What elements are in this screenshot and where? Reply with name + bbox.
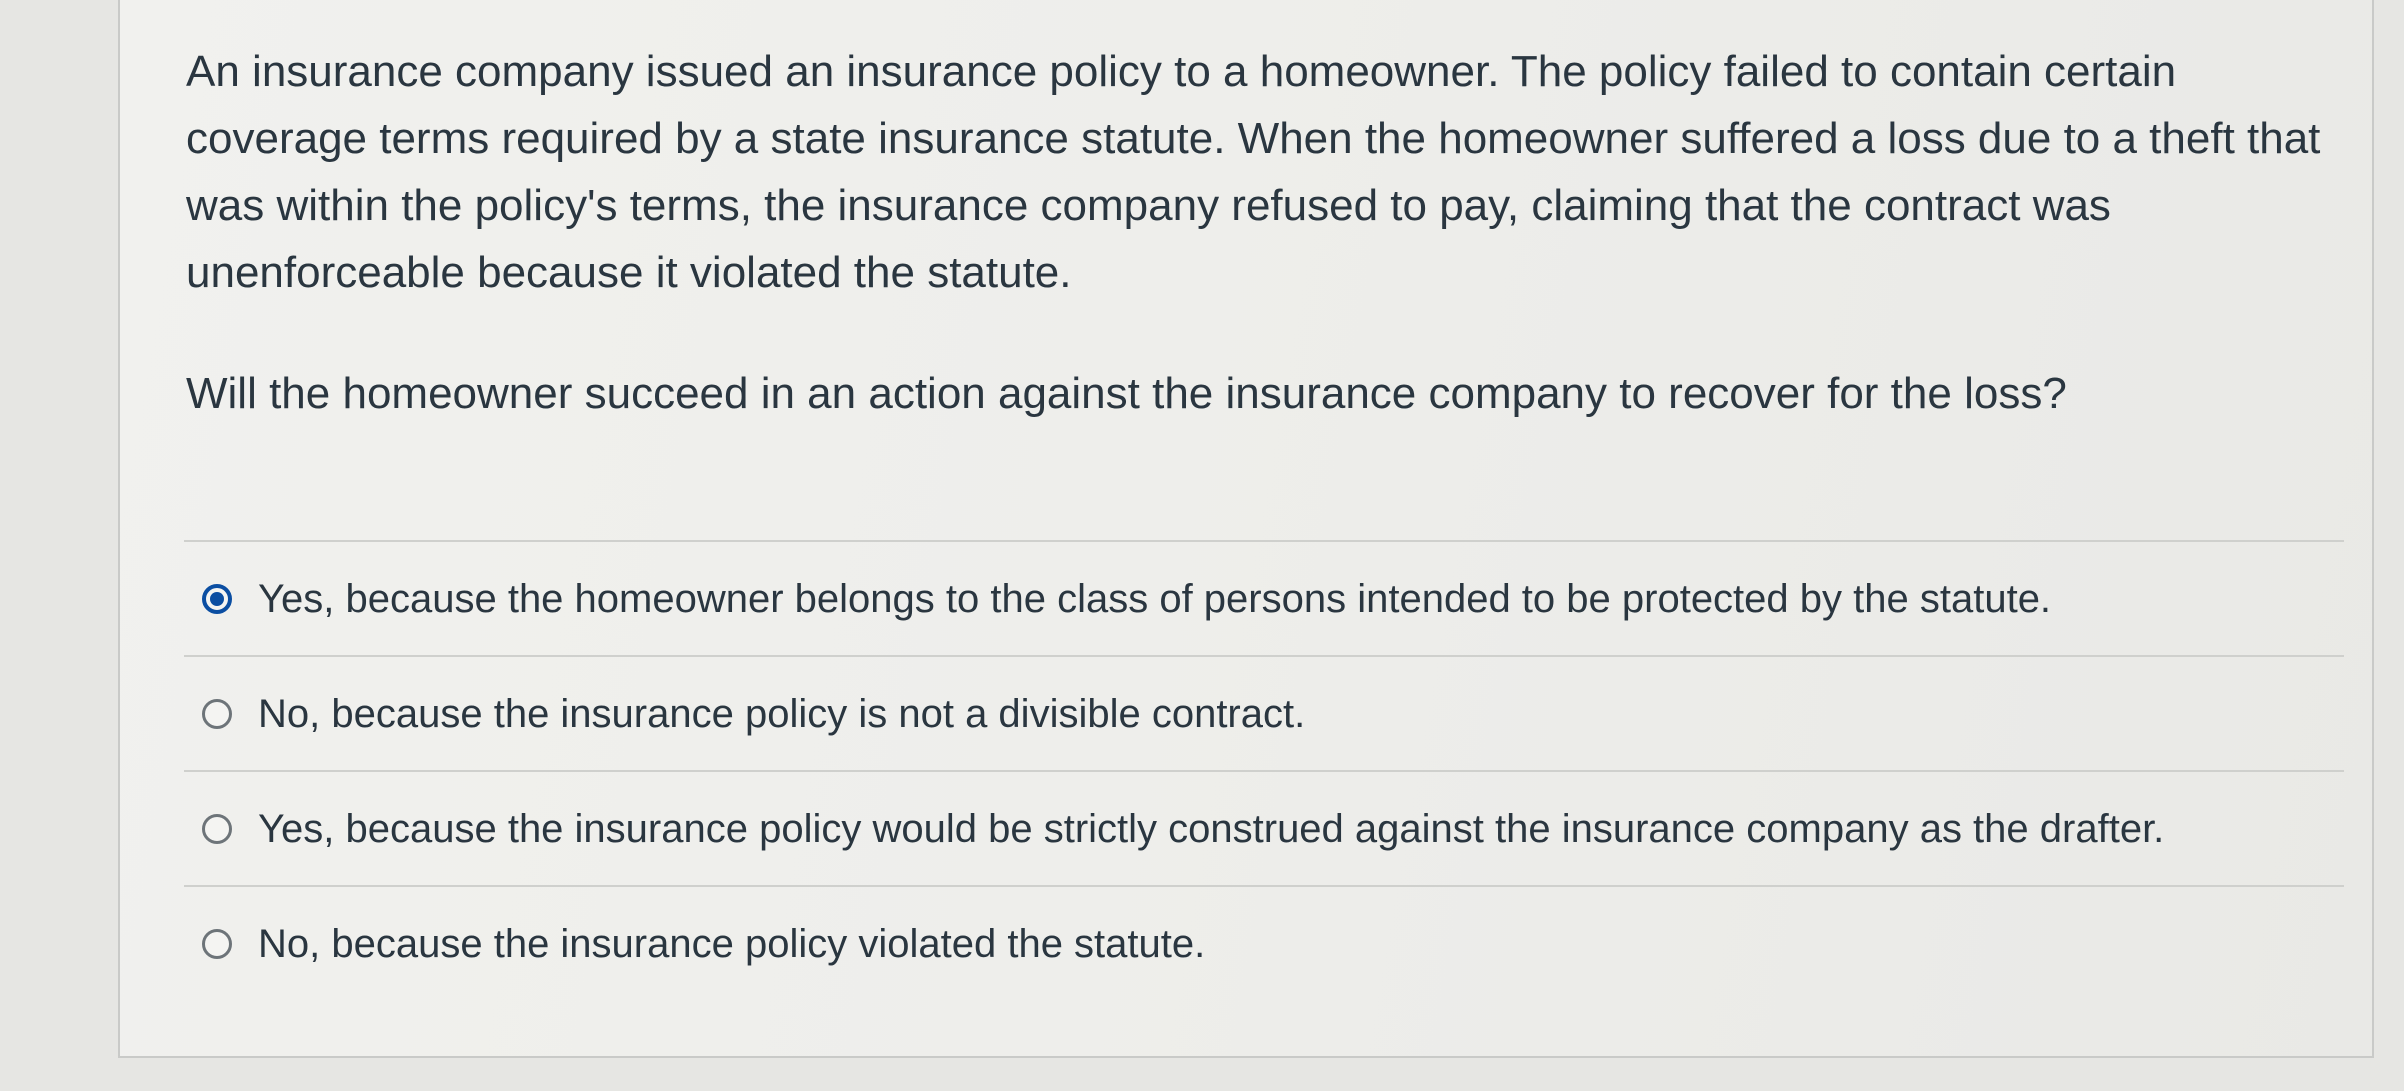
answer-option-2[interactable] [184, 657, 2344, 770]
answer-label-1[interactable]: Yes, because the homeowner belongs to the class of persons intended to be protected by the statute. [258, 576, 2052, 621]
radio-icon[interactable] [202, 929, 232, 959]
answer-label-2[interactable]: No, because the insurance policy is not a divisible contract. [258, 691, 1306, 736]
answer-list [184, 540, 2344, 1000]
answer-option-3[interactable] [184, 772, 2344, 885]
answer-label-4[interactable]: No, because the insurance policy violated the statute. [258, 921, 1206, 966]
question-paragraph: An insurance company issued an insurance policy to a homeowner. The policy failed to contain certain coverage terms required by a state insurance statute. When the homeowner suffered a loss due to a theft that was within the policy's terms, the insurance company refused to pay, claiming that the contract was unenforceable because it violated the statute. [186, 47, 2321, 297]
answer-option-1[interactable] [184, 542, 2344, 655]
question-text [186, 38, 2366, 306]
question-card [118, 0, 2374, 1058]
answer-option-4[interactable] [184, 887, 2344, 1000]
radio-icon[interactable] [202, 699, 232, 729]
answer-label-3[interactable]: Yes, because the insurance policy would be strictly construed against the insurance company as the drafter. [258, 806, 2165, 851]
radio-selected-icon[interactable] [202, 584, 232, 614]
radio-icon[interactable] [202, 814, 232, 844]
question-prompt: Will the homeowner succeed in an action against the insurance company to recover for the loss? [186, 369, 2067, 418]
